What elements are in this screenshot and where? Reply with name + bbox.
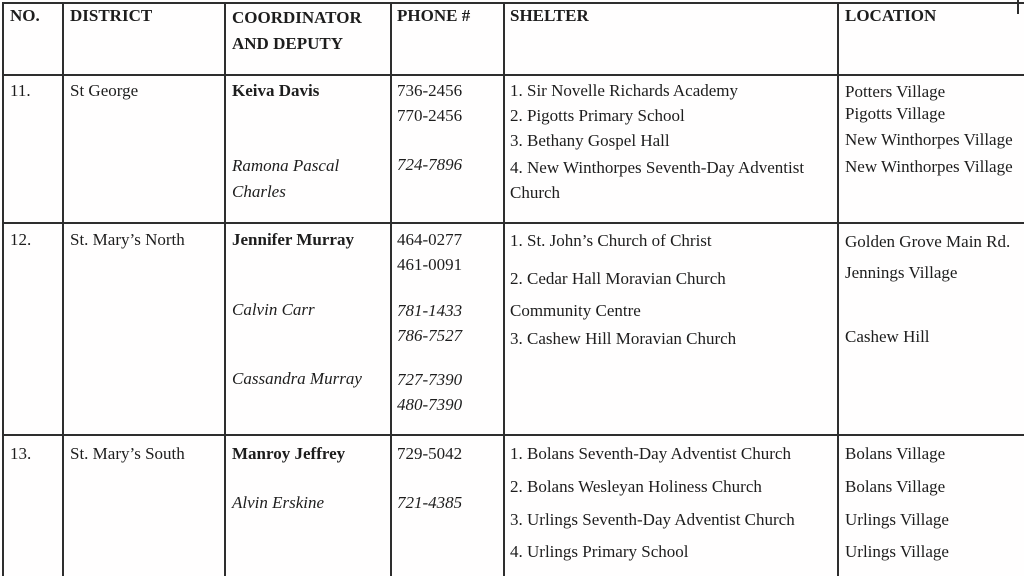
row11-coordinator-name: Keiva Davis xyxy=(232,81,320,100)
row11-no: 11. xyxy=(10,81,31,100)
row11-phone-2: 770-2456 xyxy=(397,106,463,125)
row11-location-4: New Winthorpes Village xyxy=(845,157,1013,176)
row12-phone-3: 781-1433 xyxy=(397,301,463,320)
row12-location-3: Cashew Hill xyxy=(845,327,930,346)
row13-location-4: Urlings Village xyxy=(845,542,949,561)
row11-shelter-1: 1. Sir Novelle Richards Academy xyxy=(510,81,739,100)
row12-shelter-2: 2. Cedar Hall Moravian Church Community Centre xyxy=(510,269,726,320)
col-header-shelter: SHELTER xyxy=(510,6,589,25)
table-border-left xyxy=(2,2,4,576)
col-divider-coordinator xyxy=(390,2,392,576)
row13-shelter-2: 2. Bolans Wesleyan Holiness Church xyxy=(510,477,762,496)
header-divider xyxy=(2,74,1024,76)
row11-phone-1: 736-2456 xyxy=(397,81,463,100)
row12-location-2: Jennings Village xyxy=(845,263,958,282)
row11-phone-3: 724-7896 xyxy=(397,155,463,174)
row12-no: 12. xyxy=(10,230,32,249)
row13-shelter-1: 1. Bolans Seventh-Day Adventist Church xyxy=(510,444,791,463)
row11-district: St George xyxy=(70,81,139,100)
row-divider-2 xyxy=(2,434,1024,436)
row12-location-1: Golden Grove Main Rd. xyxy=(845,232,1011,251)
row13-no: 13. xyxy=(10,444,32,463)
row13-shelter-3: 3. Urlings Seventh-Day Adventist Church xyxy=(510,510,795,529)
col-divider-shelter xyxy=(837,2,839,576)
row12-deputy-name-2: Cassandra Murray xyxy=(232,369,362,388)
row11-location-1: Potters Village xyxy=(845,82,946,101)
row12-phone-6: 480-7390 xyxy=(397,395,463,414)
row-divider-1 xyxy=(2,222,1024,224)
row13-district: St. Mary’s South xyxy=(70,444,185,463)
row13-location-2: Bolans Village xyxy=(845,477,946,496)
row12-district: St. Mary’s North xyxy=(70,230,185,249)
row13-phone-2: 721-4385 xyxy=(397,493,463,512)
row11-deputy-name: Ramona Pascal Charles xyxy=(232,156,340,201)
col-header-district: DISTRICT xyxy=(70,6,153,25)
row11-location-2: Pigotts Village xyxy=(845,104,946,123)
row13-location-1: Bolans Village xyxy=(845,444,946,463)
row12-phone-1: 464-0277 xyxy=(397,230,463,249)
col-header-phone: PHONE # xyxy=(397,6,471,25)
row11-location-3: New Winthorpes Village xyxy=(845,130,1013,149)
row12-shelter-1: 1. St. John’s Church of Christ xyxy=(510,231,712,250)
row13-shelter-4: 4. Urlings Primary School xyxy=(510,542,689,561)
row12-phone-4: 786-7527 xyxy=(397,326,463,345)
row11-shelter-3: 3. Bethany Gospel Hall xyxy=(510,131,670,150)
row12-phone-5: 727-7390 xyxy=(397,370,463,389)
col-divider-district xyxy=(224,2,226,576)
col-divider-phone xyxy=(503,2,505,576)
row12-deputy-name-1: Calvin Carr xyxy=(232,300,315,319)
row11-shelter-2: 2. Pigotts Primary School xyxy=(510,106,685,125)
row13-phone-1: 729-5042 xyxy=(397,444,463,463)
col-header-coordinator: COORDINATOR AND DEPUTY xyxy=(232,8,362,53)
row11-shelter-4: 4. New Winthorpes Seventh-Day Adventist Church xyxy=(510,158,805,202)
col-divider-no xyxy=(62,2,64,576)
col-header-location: LOCATION xyxy=(845,6,937,25)
table-border-right-stub xyxy=(1017,0,1019,14)
col-header-no: NO. xyxy=(10,6,40,25)
row13-location-3: Urlings Village xyxy=(845,510,949,529)
table-border-top xyxy=(2,2,1024,4)
row12-coordinator-name: Jennifer Murray xyxy=(232,230,354,249)
row13-deputy-name: Alvin Erskine xyxy=(232,493,325,512)
row12-shelter-3: 3. Cashew Hill Moravian Church xyxy=(510,329,737,348)
row13-coordinator-name: Manroy Jeffrey xyxy=(232,444,346,463)
row12-phone-2: 461-0091 xyxy=(397,255,463,274)
